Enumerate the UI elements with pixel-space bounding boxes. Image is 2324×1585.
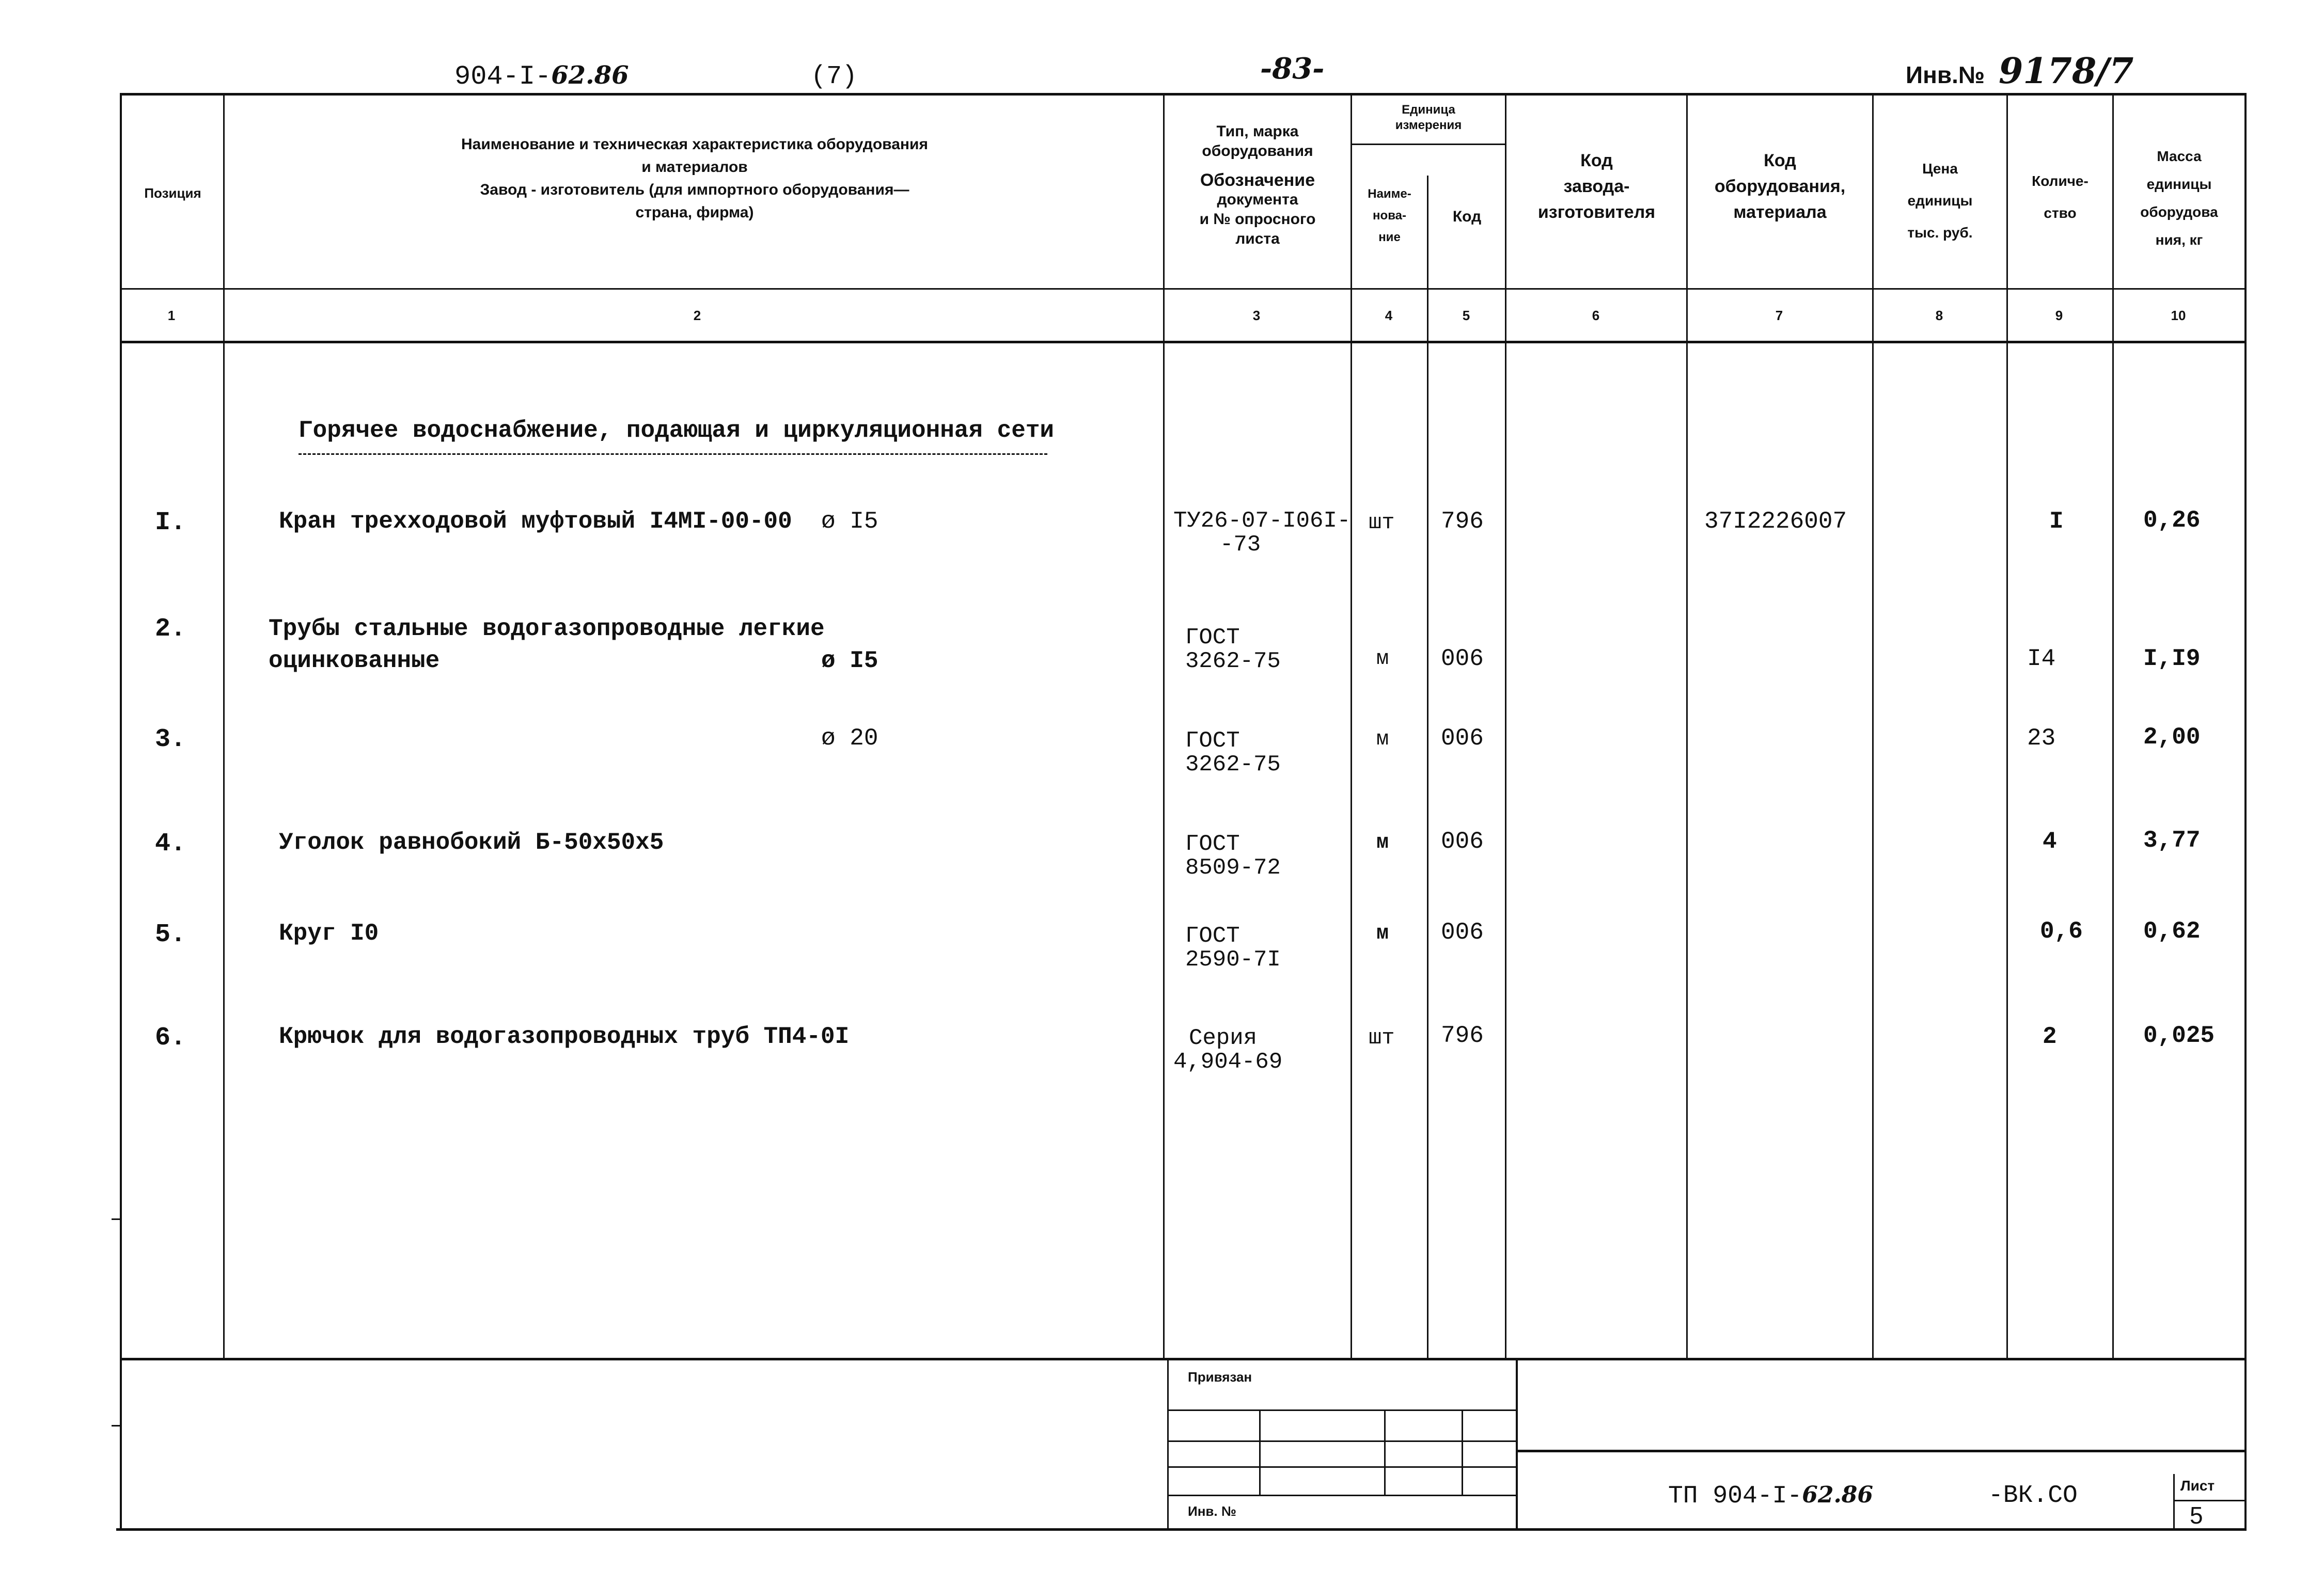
colnum-5: 5: [1462, 308, 1470, 323]
header-name: [227, 133, 1162, 224]
sheet-box-divider: [2173, 1500, 2244, 1501]
header-price-line2: единицы: [1907, 193, 1973, 209]
header-mass-line3: оборудова: [2140, 204, 2218, 220]
row1-mass: 0,26: [2143, 507, 2201, 534]
header-qty-line2: ство: [2044, 205, 2077, 221]
row3-position: 3.: [155, 725, 186, 754]
row4-unit: м: [1376, 831, 1389, 854]
col-divider-7: [1872, 93, 1874, 1359]
row1-equip-code: 37I2226007: [1704, 508, 1847, 535]
row2-name-line2: оцинкованные: [269, 647, 440, 674]
row4-doc-line2: 8509-72: [1185, 855, 1281, 881]
header-mass-line1: Масса: [2157, 148, 2202, 164]
header-name-line4: страна, фирма): [635, 204, 754, 221]
row4-position: 4.: [155, 829, 186, 859]
header-name-line3: Завод - изготовитель (для импортного оборудования—: [480, 181, 909, 198]
header-mass-line4: ния, кг: [2155, 232, 2203, 248]
header-unit-code: Код: [1452, 208, 1482, 225]
header-type: [1165, 122, 1350, 249]
row6-unit: шт: [1369, 1025, 1395, 1050]
sheet-number: 5: [2190, 1502, 2203, 1529]
row6-doc-line1: Серия: [1189, 1025, 1258, 1051]
row2-doc-line2: 3262-75: [1185, 648, 1281, 674]
row2-unit: м: [1376, 647, 1389, 671]
row5-unit: м: [1376, 922, 1389, 945]
stamp-grid-vline-3: [1462, 1409, 1463, 1495]
header-type-line6: листа: [1235, 230, 1280, 247]
col-divider-2: [1163, 93, 1165, 1359]
col-divider-1: [223, 93, 225, 1359]
colnum-2: 2: [693, 308, 701, 323]
row1-doc-line1: ТУ26-07-I06I-: [1173, 508, 1351, 534]
stamp-grid-line-2: [1168, 1440, 1516, 1442]
stamp-left-line: [1167, 1358, 1169, 1530]
row4-name: Уголок равнобокий Б-50x50x5: [279, 829, 664, 856]
header-unit-line2: измерения: [1395, 118, 1462, 132]
stamp-grid-line-3: [1168, 1466, 1516, 1468]
row2-mass: I,I9: [2143, 645, 2201, 672]
row6-unit-code: 796: [1441, 1022, 1484, 1049]
row4-qty: 4: [2043, 828, 2057, 855]
row5-position: 5.: [155, 920, 186, 949]
row2-diameter: ø I5: [821, 647, 878, 674]
header-name-line1: Наименование и техническая характеристика оборудования: [461, 136, 928, 153]
album-number: (7): [811, 62, 858, 91]
stamp-attached-label: Привязан: [1188, 1369, 1252, 1385]
header-position: Позиция: [144, 185, 201, 201]
row5-qty: 0,6: [2040, 918, 2083, 945]
frame-top-line: [121, 93, 2247, 96]
colnum-9: 9: [2055, 308, 2063, 323]
col-divider-8: [2006, 93, 2008, 1359]
stamp-inv-no-label: Инв. №: [1188, 1503, 1236, 1519]
doc-code: [454, 61, 629, 92]
stamp-doc-prefix: ТП 904-I-: [1668, 1482, 1802, 1510]
row1-doc-line2: -73: [1220, 532, 1261, 558]
row2-unit-code: 006: [1441, 645, 1484, 672]
row4-doc-line1: ГОСТ: [1185, 831, 1240, 857]
section-title: Горячее водоснабжение, подающая и циркуляционная сети: [299, 417, 1055, 444]
margin-tick-1: [112, 1218, 120, 1220]
row1-qty: I: [2049, 508, 2064, 535]
header-type-line1: Тип, марка: [1216, 123, 1299, 140]
stamp-grid-vline-2: [1384, 1409, 1386, 1495]
row4-unit-code: 006: [1441, 828, 1484, 855]
row6-name: Крючок для водогазопроводных труб ТП4-0I: [279, 1023, 850, 1050]
header-price: [1874, 153, 2006, 249]
stamp-doc-suffix: 62.86: [1802, 1482, 1874, 1508]
header-unit-line1: Единица: [1402, 103, 1455, 117]
row3-mass: 2,00: [2143, 724, 2201, 751]
col-divider-6: [1686, 93, 1688, 1359]
header-type-line5: и № опросного: [1199, 211, 1316, 228]
row1-name: Кран трехходовой муфтовый I4MI-00-00: [279, 508, 792, 535]
header-price-line1: Цена: [1922, 161, 1958, 177]
header-qty: [2008, 165, 2112, 229]
row2-document: [1185, 626, 1281, 673]
col-divider-9: [2112, 93, 2114, 1359]
header-unit-name: [1352, 183, 1427, 248]
row3-document: [1185, 729, 1281, 776]
header-type-line4: документа: [1217, 191, 1298, 208]
row1-position: I.: [155, 508, 186, 537]
col-divider-4: [1427, 176, 1428, 1359]
row4-mass: 3,77: [2143, 827, 2201, 854]
stamp-mid-line: [1516, 1358, 1518, 1530]
row6-document: [1173, 1026, 1282, 1074]
header-type-line3: Обозначение: [1200, 170, 1315, 190]
colnum-4: 4: [1385, 308, 1393, 323]
doc-code-prefix: 904-I-: [454, 61, 552, 92]
header-equip-code: [1688, 148, 1872, 225]
header-factory-code-line1: Код: [1580, 151, 1613, 170]
colnum-bottom-line: [121, 341, 2247, 343]
inventory-value: 9178/7: [1999, 51, 2134, 92]
header-factory-code-line2: завода-: [1563, 177, 1630, 196]
header-name-line2: и материалов: [641, 158, 748, 176]
header-unit-name-line2: нова-: [1373, 209, 1406, 223]
row1-document: [1173, 509, 1351, 557]
colnum-10: 10: [2171, 308, 2186, 323]
inventory-label: Инв.№: [1906, 61, 1985, 88]
header-factory-code: [1507, 148, 1686, 225]
row5-mass: 0,62: [2143, 918, 2201, 945]
sheet-label: Лист: [2180, 1478, 2215, 1494]
colnum-6: 6: [1592, 308, 1600, 323]
header-unit-name-line3: ние: [1378, 230, 1401, 244]
row5-name: Круг I0: [279, 920, 379, 947]
row2-doc-line1: ГОСТ: [1185, 625, 1240, 651]
stamp-grid-vline-1: [1259, 1409, 1261, 1495]
row1-unit: шт: [1369, 510, 1395, 535]
colnum-1: 1: [167, 308, 176, 323]
row5-unit-code: 006: [1441, 919, 1484, 946]
header-type-line2: оборудования: [1202, 142, 1313, 160]
table-bottom-line: [121, 1358, 2247, 1360]
header-equip-code-line3: материала: [1733, 202, 1827, 222]
frame-left-line: [120, 93, 122, 1530]
row2-name-line1: Трубы стальные водогазопроводные легкие: [269, 615, 825, 642]
stamp-doc-mark: -ВК.СО: [1988, 1482, 2078, 1510]
row6-position: 6.: [155, 1023, 186, 1053]
row6-doc-line2: 4,904-69: [1173, 1049, 1283, 1075]
row1-diameter: ø I5: [821, 508, 878, 535]
section-title-underline: [299, 453, 1047, 455]
header-qty-line1: Количе-: [2032, 173, 2089, 189]
header-mass: [2114, 142, 2244, 254]
row3-unit-code: 006: [1441, 725, 1484, 752]
header-factory-code-line3: изготовителя: [1537, 202, 1656, 222]
header-unit: [1352, 102, 1505, 133]
stamp-grid-line-4: [1168, 1495, 1516, 1496]
margin-tick-2: [112, 1425, 120, 1426]
colnum-8: 8: [1935, 308, 1943, 323]
frame-bottom-line: [116, 1528, 2247, 1531]
header-mass-line2: единицы: [2146, 176, 2212, 192]
colnum-3: 3: [1252, 308, 1261, 323]
header-unit-name-line1: Наиме-: [1368, 187, 1411, 201]
row2-position: 2.: [155, 614, 186, 644]
row5-doc-line1: ГОСТ: [1185, 923, 1240, 949]
row3-diameter: ø 20: [821, 725, 878, 752]
header-equip-code-line2: оборудования,: [1714, 177, 1846, 196]
row6-mass: 0,025: [2143, 1022, 2215, 1049]
header-equip-code-line1: Код: [1764, 151, 1796, 170]
doc-code-suffix: 62.86: [551, 61, 629, 90]
row1-unit-code: 796: [1441, 508, 1484, 535]
unit-subheader-line: [1351, 144, 1505, 145]
row3-qty: 23: [2027, 725, 2056, 752]
row6-qty: 2: [2043, 1023, 2057, 1050]
stamp-right-line: [1516, 1450, 2247, 1452]
col-divider-3: [1351, 93, 1352, 1359]
row5-doc-line2: 2590-7I: [1185, 947, 1281, 973]
colnum-7: 7: [1775, 308, 1783, 323]
row3-doc-line2: 3262-75: [1185, 752, 1281, 778]
row3-unit: м: [1376, 728, 1389, 751]
col-divider-5: [1505, 93, 1506, 1359]
row2-qty: I4: [2027, 645, 2056, 672]
stamp-doc-code: [1668, 1482, 1873, 1510]
row4-document: [1185, 832, 1281, 880]
frame-right-line: [2244, 93, 2247, 1530]
row5-document: [1185, 924, 1281, 972]
page-number: -83-: [1260, 52, 1325, 86]
stamp-grid-line-1: [1168, 1409, 1516, 1411]
header-price-line3: тыс. руб.: [1907, 225, 1973, 241]
header-bottom-line: [121, 288, 2247, 290]
row3-doc-line1: ГОСТ: [1185, 728, 1240, 754]
